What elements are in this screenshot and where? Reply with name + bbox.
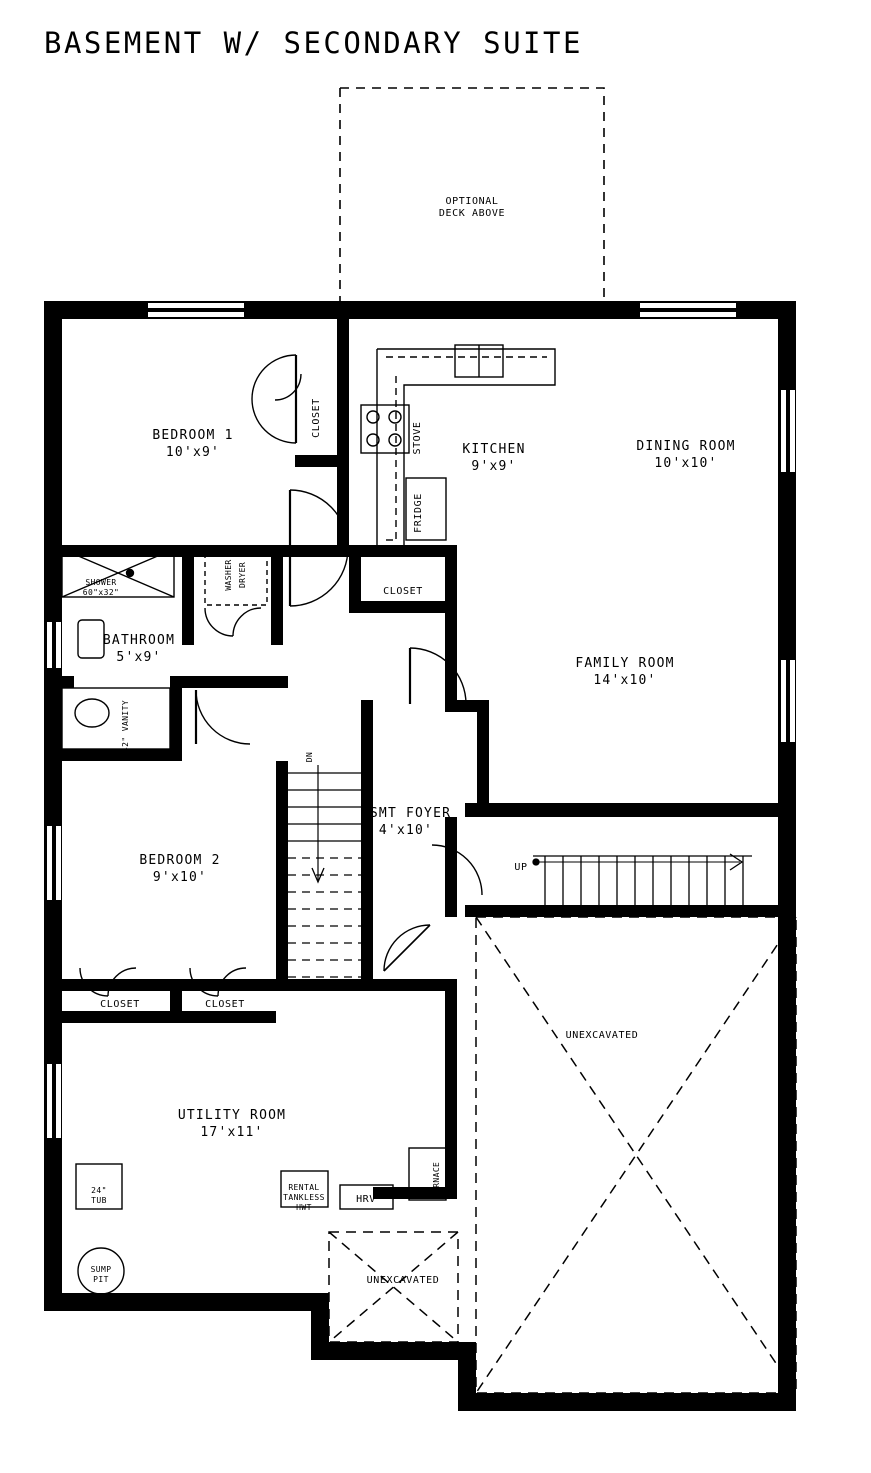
utility-equipment	[76, 1148, 446, 1294]
plan-label: FRIDGE	[413, 493, 424, 533]
room-size: 9'x9'	[471, 459, 517, 474]
plan-label: RENTAL TANKLESS HWT	[283, 1183, 325, 1212]
laundry-washer-dryer	[205, 551, 267, 605]
plan-label: CLOSET	[311, 398, 322, 438]
stairs-down	[288, 765, 361, 977]
page-title: BASEMENT W/ SECONDARY SUITE	[44, 26, 583, 60]
room-size: 14'x10'	[593, 673, 657, 688]
plan-label: SUMP PIT	[90, 1265, 112, 1284]
plan-label: UP	[514, 862, 528, 873]
room-label	[462, 441, 525, 475]
room-size: 10'x10'	[654, 456, 718, 471]
plan-label: CLOSET	[205, 999, 245, 1010]
room-label	[139, 852, 220, 886]
room-size: 17'x11'	[200, 1125, 264, 1140]
plan-label: SHOWER 60"x32"	[82, 578, 120, 597]
room-label	[178, 1107, 286, 1141]
room-name: BEDROOM 2	[139, 853, 221, 868]
room-size: 9'x10'	[152, 870, 208, 885]
room-name: BATHROOM	[102, 633, 176, 648]
kitchen-casework	[361, 345, 555, 545]
room-size: 5'x9'	[116, 650, 162, 665]
room-size: 4'x10'	[378, 823, 434, 838]
plan-label: CLOSET	[100, 999, 140, 1010]
room-name: BSMT FOYER	[360, 806, 452, 821]
room-label	[636, 438, 735, 472]
optional-deck-label: OPTIONAL DECK ABOVE	[438, 196, 506, 219]
plan-label: DN	[305, 751, 314, 763]
plan-label: DRYER	[238, 561, 247, 589]
room-size: 10'x9'	[165, 445, 221, 460]
plan-label: UNEXCAVATED	[366, 1275, 440, 1286]
room-label	[103, 632, 175, 666]
plan-label: FURNACE	[432, 1161, 441, 1199]
room-name: FAMILY ROOM	[575, 656, 675, 671]
plan-label: STOVE	[412, 421, 423, 455]
optional-deck-outline	[340, 88, 604, 302]
room-label	[575, 655, 674, 689]
plan-label: CLOSET	[383, 586, 423, 597]
room-name: DINING ROOM	[636, 439, 736, 454]
plan-label: 42" VANITY	[121, 699, 130, 753]
plan-label: HRV	[356, 1194, 376, 1205]
room-name: UTILITY ROOM	[177, 1108, 287, 1123]
stairs-up	[533, 854, 752, 905]
room-label	[361, 805, 451, 839]
plan-label: 24" TUB	[91, 1186, 107, 1205]
room-name: BEDROOM 1	[152, 428, 234, 443]
plan-label: UNEXCAVATED	[565, 1030, 639, 1041]
room-name: KITCHEN	[462, 442, 526, 457]
plan-label: WASHER	[224, 559, 233, 591]
room-label	[152, 427, 233, 461]
